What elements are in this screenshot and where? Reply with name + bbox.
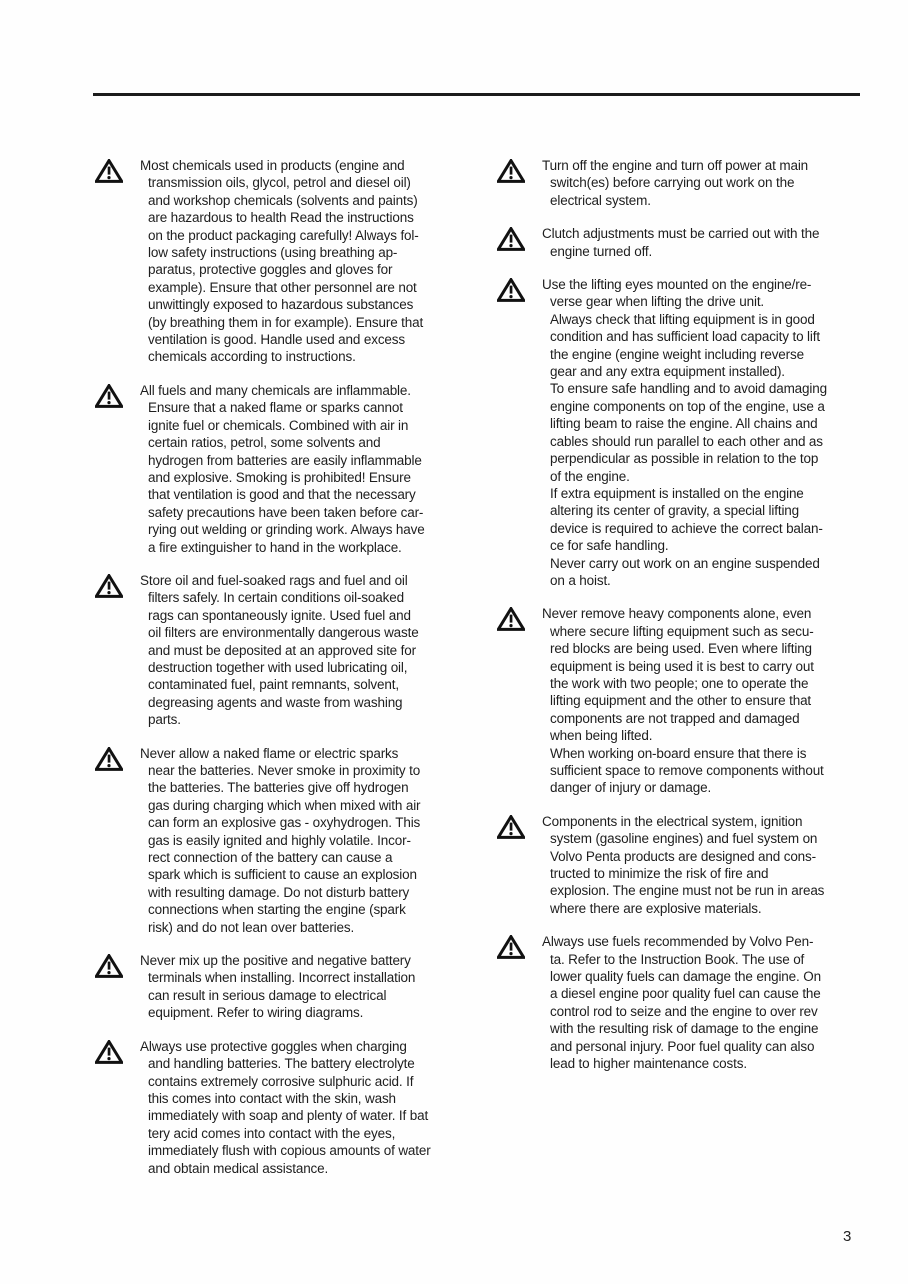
warning-triangle-icon: [497, 935, 525, 959]
warning-text: [542, 933, 821, 1072]
warning-text-line: switch(es) before carrying out work on the: [550, 175, 795, 191]
warning-text-line: of the engine.: [550, 468, 630, 484]
warning-text-line: and explosive. Smoking is prohibited! Ensure: [148, 469, 411, 485]
warning-text-line: cables should run parallel to each other and as: [550, 433, 823, 449]
warning-text-line: that ventilation is good and that the necessary: [148, 487, 416, 503]
warning-text-line: sufficient space to remove components without: [550, 763, 824, 778]
warning-text-line: Most chemicals used in products (engine and: [140, 158, 405, 173]
warning-text-line: paratus, protective goggles and gloves for: [148, 262, 393, 278]
warning-text-line: control rod to seize and the engine to over rev: [550, 1003, 818, 1019]
warning-item: [497, 157, 897, 209]
warning-text-line: rying out welding or grinding work. Always have: [148, 522, 425, 538]
warning-text-line: gear and any extra equipment installed).: [550, 364, 785, 380]
warning-text-line: terminals when installing. Incorrect installation: [148, 970, 416, 986]
warning-text-line: rags can spontaneously ignite. Used fuel and: [148, 607, 411, 623]
warning-text-line: degreasing agents and waste from washing: [148, 694, 403, 710]
warning-text: [542, 276, 827, 589]
warning-triangle-icon: [95, 747, 123, 771]
warning-item: [497, 605, 897, 796]
warning-item: [497, 225, 897, 260]
warning-text-line: Always use fuels recommended by Volvo Pen-: [542, 934, 814, 950]
warning-item: [497, 276, 897, 589]
warning-text-line: immediately with soap and plenty of water. If bat: [148, 1108, 429, 1124]
warning-text-line: risk) and do not lean over batteries.: [148, 919, 355, 935]
warning-text-line: ce for safe handling.: [550, 538, 669, 554]
warning-text-line: on a hoist.: [550, 572, 611, 588]
warning-text-line: explosion. The engine must not be run in areas: [550, 883, 825, 899]
warning-text-line: connections when starting the engine (spark: [148, 902, 406, 918]
right-column: [497, 157, 897, 1089]
warning-text-line: unwittingly exposed to hazardous substances: [148, 297, 414, 313]
warning-text-line: Never carry out work on an engine suspended: [550, 555, 820, 571]
warning-text-line: equipment is being used it is best to carry out: [550, 658, 814, 674]
warning-text-line: the work with two people; one to operate the: [550, 675, 809, 691]
warning-text-line: electrical system.: [550, 192, 651, 208]
warning-triangle-icon: [95, 384, 123, 408]
warning-text-line: a diesel engine poor quality fuel can cause the: [550, 986, 821, 1002]
warning-text-line: immediately flush with copious amounts of water: [148, 1143, 431, 1159]
warning-text-line: the engine (engine weight including reverse: [550, 346, 804, 362]
warning-text-line: danger of injury or damage.: [550, 780, 712, 796]
warning-triangle-icon: [95, 159, 123, 183]
warning-item: [95, 382, 487, 556]
warning-text: [140, 572, 419, 729]
warning-text-line: are hazardous to health Read the instructions: [148, 210, 414, 226]
warning-triangle-icon: [497, 278, 525, 302]
warning-text-line: gas is easily ignited and highly volatile. Incor-: [148, 832, 411, 848]
warning-text-line: Turn off the engine and turn off power at main: [542, 158, 809, 173]
warning-text-line: hydrogen from batteries are easily inflammable: [148, 452, 422, 468]
warning-text-line: Store oil and fuel-soaked rags and fuel and oil: [140, 572, 408, 588]
warning-text: [140, 745, 420, 936]
warning-text-line: ventilation is good. Handle used and excess: [148, 332, 405, 348]
warning-text-line: safety precautions have been taken before car-: [148, 504, 424, 520]
warning-text: [140, 382, 425, 556]
warning-text-line: engine components on top of the engine, use a: [550, 398, 825, 414]
warning-text-line: destruction together with used lubricating oil,: [148, 659, 408, 675]
warning-text-line: When working on-board ensure that there is: [550, 745, 807, 761]
warning-triangle-icon: [95, 1040, 123, 1064]
warning-text-line: and personal injury. Poor fuel quality can also: [550, 1038, 815, 1054]
warning-text-line: (by breathing them in for example). Ensure that: [148, 314, 424, 330]
warning-text-line: when being lifted.: [550, 728, 653, 744]
warning-text: [542, 605, 824, 796]
warning-text-line: All fuels and many chemicals are inflammable.: [140, 382, 411, 398]
warning-text-line: parts.: [148, 712, 181, 728]
warning-text-line: contains extremely corrosive sulphuric acid. If: [148, 1073, 414, 1089]
warning-text-line: low safety instructions (using breathing ap-: [148, 245, 398, 261]
warning-text: [542, 813, 824, 917]
warning-text: [140, 157, 423, 366]
warning-text: [542, 157, 808, 209]
warning-text-line: If extra equipment is installed on the engine: [550, 485, 804, 501]
warning-text-line: this comes into contact with the skin, wash: [148, 1090, 396, 1106]
warning-text-line: oil filters are environmentally dangerous waste: [148, 625, 419, 641]
warning-triangle-icon: [497, 815, 525, 839]
warning-item: [95, 952, 487, 1022]
warning-text-line: with resulting damage. Do not disturb battery: [148, 884, 410, 900]
warning-text-line: Use the lifting eyes mounted on the engine/re-: [542, 277, 812, 293]
warning-triangle-icon: [95, 954, 123, 978]
warning-text-line: Components in the electrical system, ignition: [542, 813, 803, 829]
warning-text-line: certain ratios, petrol, some solvents and: [148, 435, 381, 451]
warning-text-line: engine turned off.: [550, 243, 653, 259]
warning-text-line: Clutch adjustments must be carried out with the: [542, 226, 820, 242]
warning-text-line: with the resulting risk of damage to the engine: [550, 1021, 819, 1037]
warning-text-line: and handling batteries. The battery electrolyte: [148, 1056, 415, 1072]
warning-text-line: filters safely. In certain conditions oil-soaked: [148, 590, 404, 606]
warning-text-line: and must be deposited at an approved site for: [148, 642, 416, 658]
warning-text-line: tructed to minimize the risk of fire and: [550, 866, 769, 882]
warning-item: [95, 157, 487, 366]
warning-text-line: device is required to achieve the correct balan-: [550, 520, 823, 536]
warning-text-line: can form an explosive gas - oxyhydrogen. This: [148, 815, 421, 831]
warning-text-line: rect connection of the battery can cause a: [148, 850, 393, 866]
warning-text-line: where secure lifting equipment such as secu-: [550, 623, 814, 639]
warning-text-line: and workshop chemicals (solvents and paints): [148, 192, 418, 208]
warning-triangle-icon: [497, 227, 525, 251]
warning-text: [140, 952, 415, 1022]
warning-text-line: ignite fuel or chemicals. Combined with air in: [148, 417, 409, 433]
warning-text-line: Never mix up the positive and negative battery: [140, 953, 411, 969]
warning-text-line: altering its center of gravity, a special lifting: [550, 503, 800, 519]
warning-text-line: Always use protective goggles when charging: [140, 1038, 407, 1054]
warning-text-line: can result in serious damage to electrical: [148, 987, 387, 1003]
warning-item: [95, 572, 487, 729]
warning-text-line: gas during charging which when mixed with air: [148, 797, 421, 813]
warning-text-line: To ensure safe handling and to avoid damaging: [550, 381, 827, 397]
warning-text-line: lower quality fuels can damage the engine. On: [550, 969, 821, 985]
warning-triangle-icon: [497, 607, 525, 631]
warning-text-line: Volvo Penta products are designed and cons-: [550, 848, 816, 864]
warning-text-line: perpendicular as possible in relation to the top: [550, 451, 819, 467]
warning-text-line: condition and has sufficient load capacity to lift: [550, 329, 820, 345]
warning-text-line: ta. Refer to the Instruction Book. The use of: [550, 951, 805, 967]
warning-text-line: lead to higher maintenance costs.: [550, 1056, 747, 1072]
warning-item: [95, 1038, 487, 1177]
warning-text-line: chemicals according to instructions.: [148, 349, 356, 365]
warning-text-line: and obtain medical assistance.: [148, 1160, 329, 1176]
warning-text-line: Always check that lifting equipment is in good: [550, 311, 815, 327]
header-rule: [93, 93, 860, 96]
warning-text-line: system (gasoline engines) and fuel system on: [550, 831, 818, 847]
warning-item: [95, 745, 487, 936]
warning-text: [542, 225, 819, 260]
warning-text-line: red blocks are being used. Even where lifting: [550, 641, 812, 657]
warning-text: [140, 1038, 431, 1177]
warning-text-line: Never remove heavy components alone, even: [542, 606, 812, 622]
left-column: [95, 157, 487, 1193]
warning-triangle-icon: [497, 159, 525, 183]
warning-text-line: where there are explosive materials.: [550, 900, 762, 916]
warning-text-line: verse gear when lifting the drive unit.: [550, 294, 765, 310]
warning-text-line: lifting equipment and the other to ensure that: [550, 693, 812, 709]
warning-text-line: example). Ensure that other personnel are not: [148, 279, 417, 295]
warning-text-line: spark which is sufficient to cause an explosion: [148, 867, 417, 883]
warning-text-line: transmission oils, glycol, petrol and diesel oil): [148, 175, 411, 191]
warning-text-line: lifting beam to raise the engine. All chains and: [550, 416, 818, 432]
warning-item: [497, 813, 897, 917]
warning-text-line: the batteries. The batteries give off hydrogen: [148, 780, 409, 796]
warning-text-line: components are not trapped and damaged: [550, 710, 800, 726]
warning-text-line: equipment. Refer to wiring diagrams.: [148, 1005, 364, 1021]
page-number: 3: [843, 1228, 852, 1245]
warning-text-line: Never allow a naked flame or electric sparks: [140, 745, 399, 761]
warning-text-line: tery acid comes into contact with the eyes,: [148, 1125, 396, 1141]
warning-triangle-icon: [95, 574, 123, 598]
warning-text-line: near the batteries. Never smoke in proximity to: [148, 763, 421, 778]
warning-text-line: Ensure that a naked flame or sparks cannot: [148, 400, 403, 416]
warning-text-line: a fire extinguisher to hand in the workplace.: [148, 539, 402, 555]
warning-text-line: contaminated fuel, paint remnants, solvent,: [148, 677, 399, 693]
warning-item: [497, 933, 897, 1072]
warning-text-line: on the product packaging carefully! Always fol-: [148, 227, 419, 243]
